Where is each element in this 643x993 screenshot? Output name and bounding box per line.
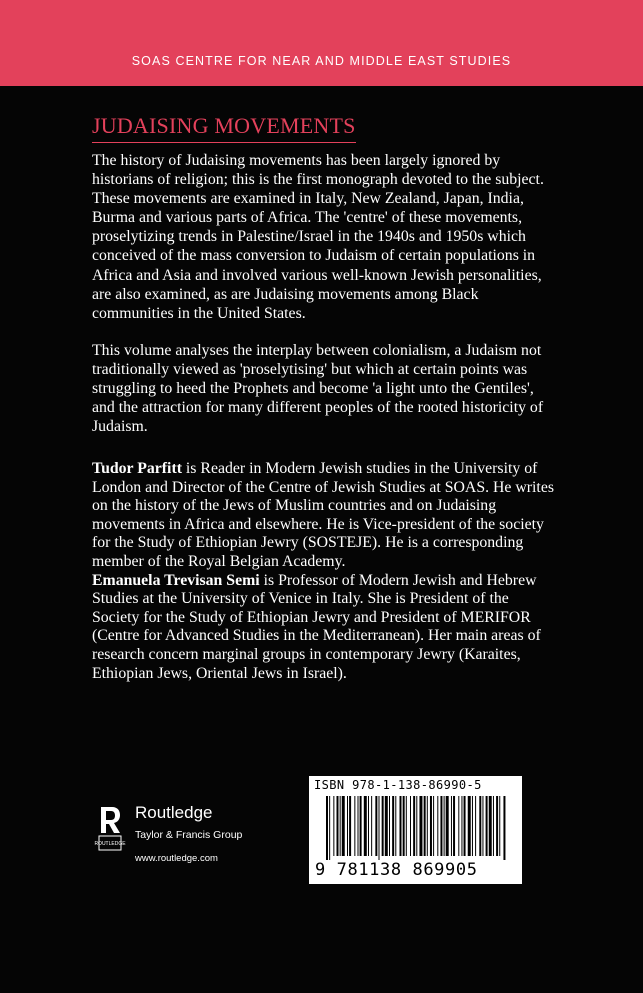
barcode-bar bbox=[326, 796, 328, 860]
author-bio bbox=[92, 460, 554, 572]
isbn-label: ISBN 978-1-138-86990-5 bbox=[314, 778, 482, 792]
barcode-bar bbox=[337, 796, 339, 856]
barcode-bar bbox=[440, 796, 442, 856]
routledge-logo-icon bbox=[94, 805, 126, 851]
barcode-bar bbox=[427, 796, 428, 856]
barcode-bar bbox=[371, 796, 372, 856]
barcode-bar bbox=[468, 796, 471, 856]
barcode-bar bbox=[493, 796, 494, 856]
barcode-box bbox=[309, 776, 522, 884]
barcode-bar bbox=[395, 796, 396, 856]
barcode-bar bbox=[329, 796, 330, 860]
publisher-block bbox=[94, 803, 278, 870]
series-title: SOAS CENTRE FOR NEAR AND MIDDLE EAST STUDIES bbox=[131, 54, 512, 68]
author-name: Tudor Parfitt bbox=[92, 460, 182, 477]
barcode-bar bbox=[437, 796, 438, 856]
barcode-bar bbox=[458, 796, 459, 856]
barcode-bar bbox=[446, 796, 449, 856]
author-bio-text: is Professor of Modern Jewish and Hebrew Studies at the University of Venice in Italy. She is President of the Society for the Study of Ethiopian Jewry and President of MERIFOR (Centre for Advanced Studies in the Mediterranean). Her main areas of research concern marginal groups in contemporary Jewry (Karaites, Ethiopian Jews, Oriental Jews in Israel). bbox=[92, 571, 541, 682]
author-bio-text: is Reader in Modern Jewish studies in the University of London and Director of the Centre of Jewish Studies at SOAS. He writes on the history of the Jews of Muslim countries and on Judaising movements in Africa and elsewhere. He is Vice-president of the society for the Study of Ethiopian Jewry (SOSTEJE). He is a corresponding member of the Royal Belgian Academy. bbox=[92, 460, 554, 570]
barcode-bar bbox=[482, 796, 483, 856]
barcode-bar bbox=[419, 796, 422, 856]
barcode-bar bbox=[333, 796, 334, 856]
barcode-bar bbox=[385, 796, 388, 856]
barcode-bar bbox=[368, 796, 369, 856]
barcode-bar bbox=[349, 796, 351, 856]
barcode-bar bbox=[379, 796, 380, 860]
barcode-bar bbox=[489, 796, 492, 856]
barcode-bar bbox=[479, 796, 481, 856]
barcode-bar bbox=[354, 796, 355, 856]
barcode-bar bbox=[410, 796, 411, 856]
publisher-url: www.routledge.com bbox=[135, 853, 218, 864]
barcode-bar bbox=[375, 796, 377, 856]
barcode-bar bbox=[392, 796, 394, 856]
barcode-bar bbox=[389, 796, 390, 856]
header-band bbox=[0, 0, 643, 86]
description-paragraph-1: The history of Judaising movements has been largely ignored by historians of religion; this is the first monograph devoted to the subject. These movements are examined in Italy, New Zealand, Japan, India, Burma and various parts of Africa. The 'centre' of these movements, proselytizing trends in Palestine/Israel in the 1940s and 1950s which conceived of the mass conversion to Judaism of certain populations in Africa and Asia and involved various well-known Jewish personalities, are also examined, as are Judaising movements among Black communities in the United States. bbox=[92, 152, 544, 322]
barcode-bar bbox=[444, 796, 445, 856]
barcode-bar bbox=[461, 796, 462, 856]
barcode-bar bbox=[416, 796, 417, 856]
isbn-digits: 9 781138 869905 bbox=[315, 860, 478, 880]
barcode-bar bbox=[433, 796, 434, 856]
svg-text:ROUTLEDGE: ROUTLEDGE bbox=[94, 841, 126, 847]
barcode-bar bbox=[400, 796, 402, 856]
barcode-bar bbox=[464, 796, 466, 856]
barcode-bar bbox=[382, 796, 384, 856]
barcode-bar bbox=[496, 796, 498, 856]
barcode-bar bbox=[475, 796, 476, 856]
barcode-bar bbox=[347, 796, 348, 856]
publisher-group: Taylor & Francis Group bbox=[135, 829, 243, 841]
author-bios bbox=[92, 460, 554, 683]
barcode-bar bbox=[413, 796, 415, 856]
barcode-bar bbox=[430, 796, 432, 856]
barcode-bar bbox=[360, 796, 362, 856]
barcode-bar bbox=[406, 796, 407, 856]
description-paragraph-2: This volume analyses the interplay between colonialism, a Judaism not traditionally viewed as 'proselytising' but which at certain points was struggling to heed the Prophets and become 'a light unto the Gentiles', and the attraction for many different peoples of the rooted historicity of Judaism. bbox=[92, 342, 544, 436]
barcode-bar bbox=[472, 796, 473, 856]
barcode-bar bbox=[499, 796, 500, 856]
author-name: Emanuela Trevisan Semi bbox=[92, 571, 260, 589]
book-title: JUDAISING MOVEMENTS bbox=[92, 113, 356, 143]
barcode-bar bbox=[364, 796, 367, 856]
barcode-bar bbox=[342, 796, 345, 856]
barcode-bar bbox=[340, 796, 341, 856]
barcode-bar bbox=[486, 796, 488, 856]
barcode-bar bbox=[403, 796, 405, 856]
barcode-image bbox=[324, 796, 508, 860]
barcode-bar bbox=[451, 796, 452, 856]
barcode-bar bbox=[424, 796, 426, 856]
barcode-bar bbox=[358, 796, 359, 856]
barcode-bar bbox=[503, 796, 505, 860]
barcode-bar bbox=[453, 796, 455, 856]
publisher-name: Routledge bbox=[135, 803, 213, 822]
author-bio bbox=[92, 572, 554, 684]
